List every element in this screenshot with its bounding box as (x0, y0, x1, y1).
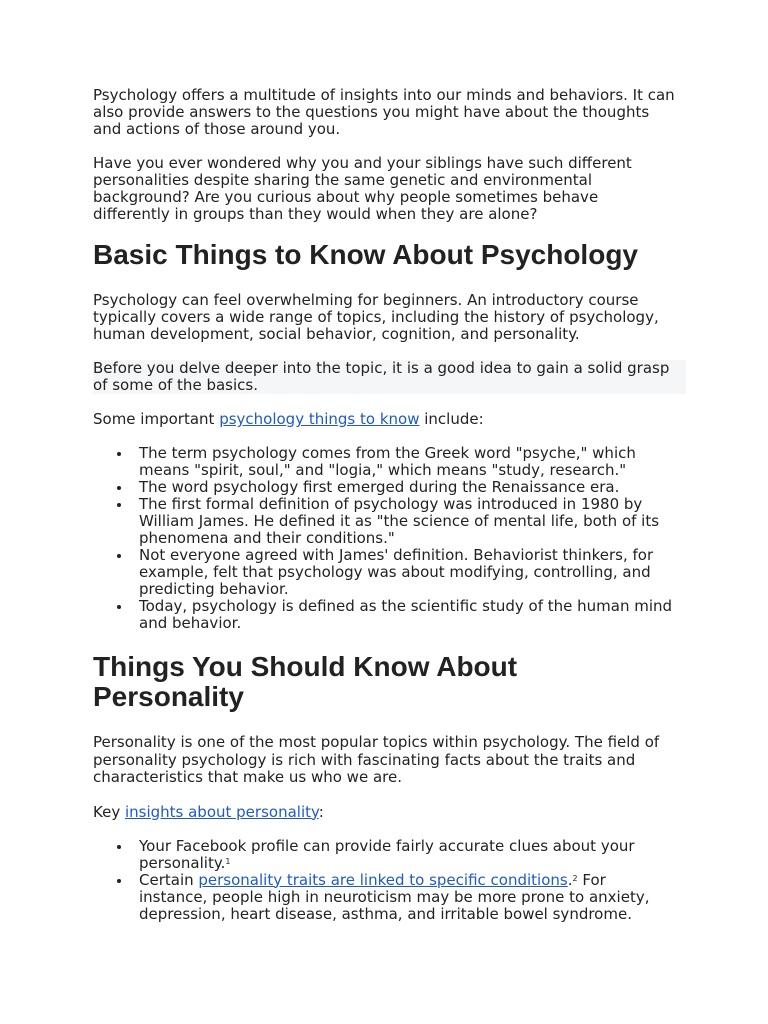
personality-item-2-before: Certain (139, 870, 199, 889)
personality-bullet-list (93, 838, 675, 923)
insights-personality-link[interactable]: insights about personality (124, 802, 319, 821)
basics-highlight-paragraph: Before you delve deeper into the topic, it is a good idea to gain a solid grasp of some of the basics. (93, 360, 686, 394)
personality-item-2-after: For instance, people high in neuroticism may be more prone to anxiety, depression, heart disease, asthma, and irritable bowel syndrome. (139, 870, 650, 923)
basics-lead-text-after: include: (419, 410, 484, 428)
personality-lead-text-before: Key (93, 802, 125, 821)
personality-item-2-period: . (567, 870, 573, 889)
personality-lead-text-after: : (318, 802, 324, 821)
footnote-1: 1 (225, 856, 231, 866)
list-item: Today, psychology is defined as the scientific study of the human mind and behavior. (139, 598, 675, 632)
personality-heading-line-1: Things You Should Know About (93, 651, 518, 682)
intro-paragraph-2: Have you ever wondered why you and your siblings have such different personalities despite sharing the same genetic and environmental background? Are you curious about why people sometimes behave differently in groups than they would when they are alone? (93, 154, 632, 223)
list-item: The term psychology comes from the Greek word "psyche," which means "spirit, soul," and "logia," which means "study, research." (139, 445, 675, 479)
personality-item-1-text: Your Facebook profile can provide fairly accurate clues about your personality. (139, 836, 635, 872)
list-item: The word psychology first emerged during the Renaissance era. (139, 479, 675, 496)
basics-bullet-list (93, 445, 675, 632)
section-heading-personality (93, 652, 675, 712)
list-item: The first formal definition of psychology was introduced in 1980 by William James. He defined it as "the science of mental life, both of its phenomena and their conditions." (139, 496, 675, 547)
list-item: Not everyone agreed with James' definition. Behaviorist thinkers, for example, felt that psychology was about modifying, controlling, and predicting behavior. (139, 547, 675, 598)
section-heading-basics: Basic Things to Know About Psychology (93, 239, 638, 270)
list-item (139, 872, 675, 923)
personality-paragraph-1: Personality is one of the most popular topics within psychology. The field of personality psychology is rich with fascinating facts about the traits and characteristics that make us who we are. (93, 733, 660, 786)
personality-lead-paragraph (93, 804, 675, 821)
list-item (139, 838, 675, 872)
personality-traits-link[interactable]: personality traits are linked to specific conditions (198, 870, 568, 889)
basics-paragraph-1: Psychology can feel overwhelming for beginners. An introductory course typically covers a wide range of topics, including the history of psychology, human development, social behavior, cognition, and personality. (93, 291, 659, 343)
footnote-2: 2 (572, 873, 578, 883)
basics-lead-paragraph (93, 411, 675, 428)
psychology-things-link[interactable]: psychology things to know (219, 410, 420, 428)
basics-lead-text-before: Some important (93, 410, 220, 428)
intro-paragraph-1: Psychology offers a multitude of insights into our minds and behaviors. It can also provide answers to the questions you might have about the thoughts and actions of those around you. (93, 86, 675, 138)
personality-heading-line-2: Personality (93, 681, 244, 712)
